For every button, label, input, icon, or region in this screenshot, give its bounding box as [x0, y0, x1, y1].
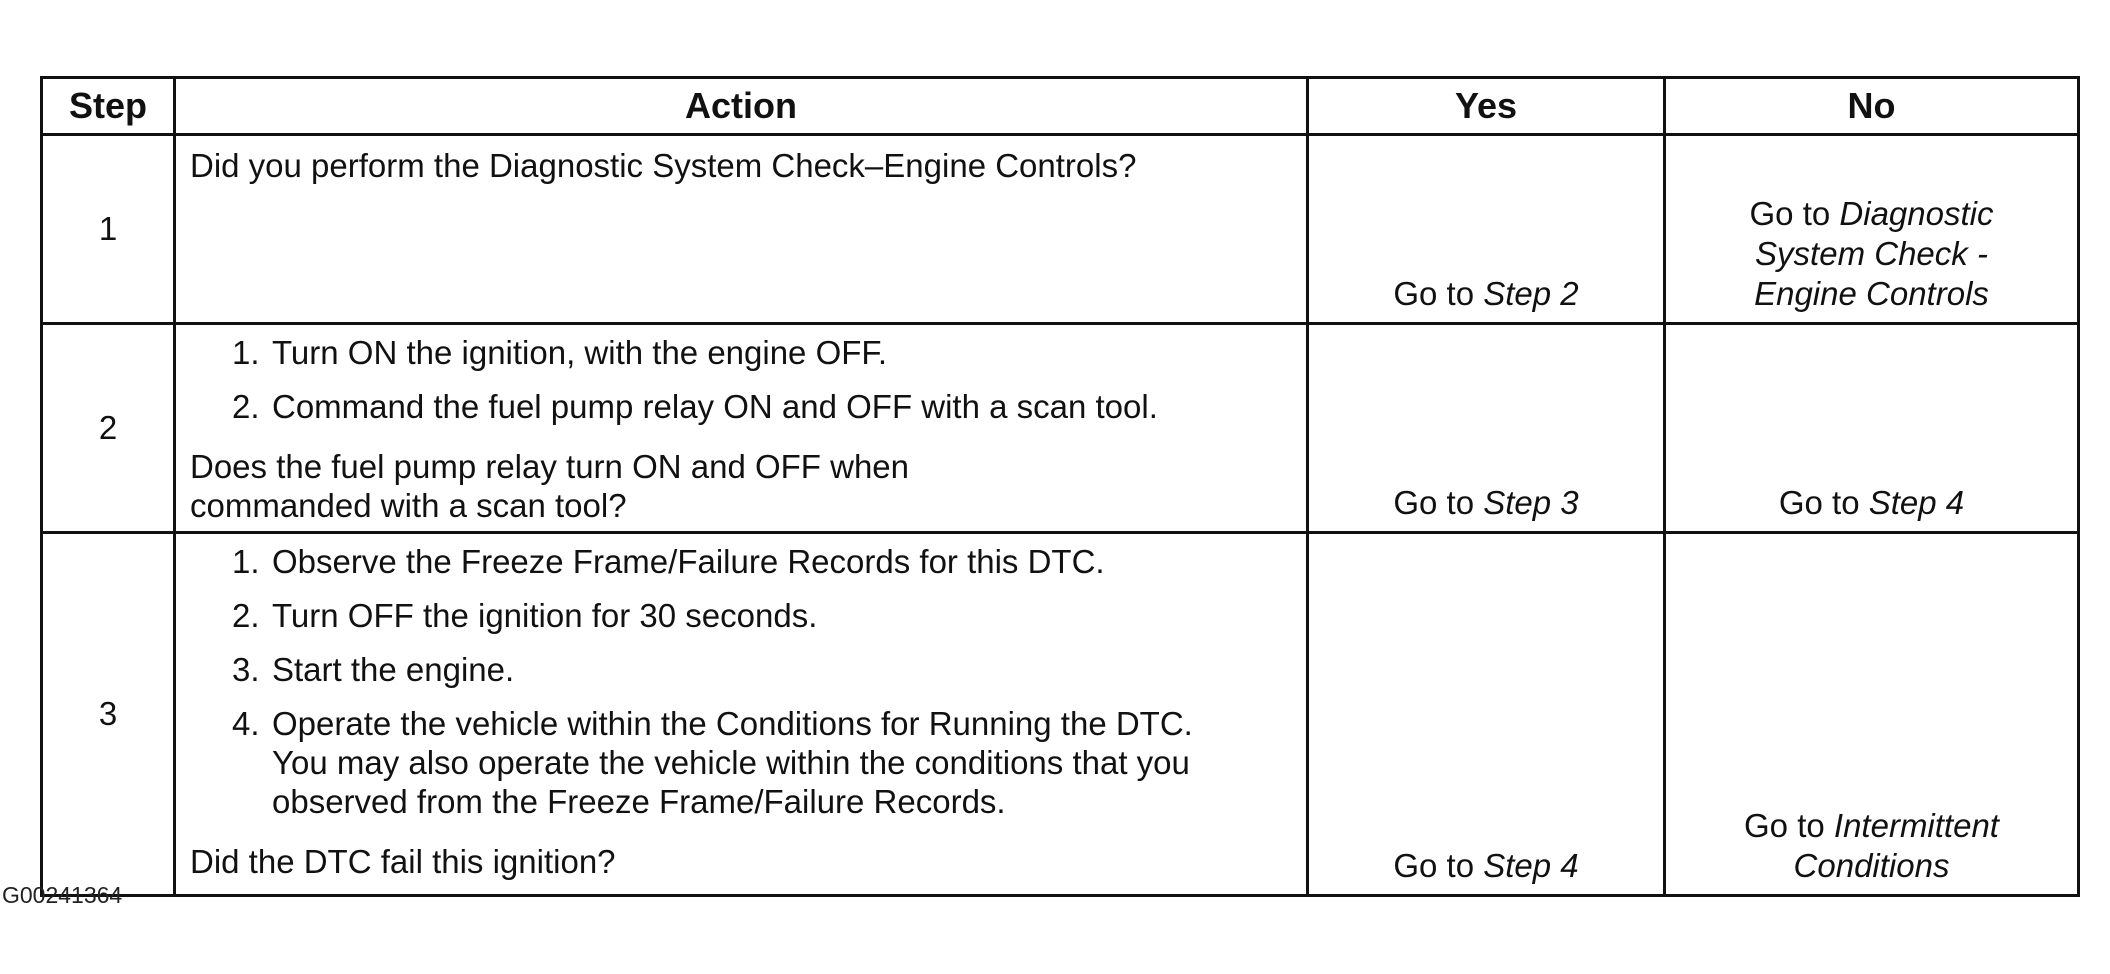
- action-cell: [175, 533, 1308, 896]
- action-question: Does the fuel pump relay turn ON and OFF when commanded with a scan tool?: [190, 448, 910, 524]
- yes-link[interactable]: Step 2: [1483, 275, 1579, 312]
- step-number: 1: [42, 135, 175, 324]
- list-item: 4. Operate the vehicle within the Conditions for Running the DTC. You may also operate the vehicle within the conditions that you observed from the Freeze Frame/Failure Records.: [232, 705, 1193, 820]
- action-question: Did the DTC fail this ignition?: [190, 843, 616, 880]
- header-row: [42, 78, 2079, 135]
- list-item: 2. Turn OFF the ignition for 30 seconds.: [232, 597, 818, 634]
- table-row: [42, 324, 2079, 533]
- header-yes: Yes: [1308, 78, 1665, 135]
- no-prefix: Go to: [1749, 195, 1840, 232]
- yes-prefix: Go to: [1393, 484, 1484, 521]
- no-cell: [1665, 135, 2079, 324]
- yes-prefix: Go to: [1393, 275, 1484, 312]
- yes-cell: [1308, 135, 1665, 324]
- list-item: 3. Start the engine.: [232, 651, 515, 688]
- no-link[interactable]: Step 4: [1868, 484, 1965, 521]
- table-row: [42, 135, 2079, 324]
- header-no: No: [1665, 78, 2079, 135]
- action-list: [176, 534, 1306, 821]
- yes-link[interactable]: Step 3: [1483, 484, 1579, 521]
- table-row: [42, 533, 2079, 896]
- header-step: Step: [42, 78, 175, 135]
- no-prefix: Go to: [1744, 807, 1834, 844]
- yes-link[interactable]: Step 4: [1483, 847, 1579, 884]
- action-list: [176, 325, 1306, 426]
- figure-code: G00241364: [2, 882, 123, 908]
- no-cell: [1665, 324, 2079, 533]
- yes-prefix: Go to: [1393, 847, 1484, 884]
- action-cell: [175, 324, 1308, 533]
- step-number: 2: [42, 324, 175, 533]
- list-item: 2. Command the fuel pump relay ON and OFF with a scan tool.: [232, 388, 1158, 425]
- yes-cell: [1308, 533, 1665, 896]
- action-cell: [175, 135, 1308, 324]
- action-question: Did you perform the Diagnostic System Check–Engine Controls?: [190, 147, 1137, 184]
- no-link[interactable]: Diagnostic System Check - Engine Controls: [1754, 195, 1994, 312]
- no-link[interactable]: Intermittent Conditions: [1793, 807, 1999, 884]
- no-cell: [1665, 533, 2079, 896]
- diagnostic-table: [40, 76, 2080, 897]
- step-number: 3: [42, 533, 175, 896]
- list-item: 1. Turn ON the ignition, with the engine OFF.: [232, 334, 888, 371]
- list-item: 1. Observe the Freeze Frame/Failure Records for this DTC.: [232, 543, 1105, 580]
- header-action: Action: [175, 78, 1308, 135]
- no-prefix: Go to: [1778, 484, 1869, 521]
- yes-cell: [1308, 324, 1665, 533]
